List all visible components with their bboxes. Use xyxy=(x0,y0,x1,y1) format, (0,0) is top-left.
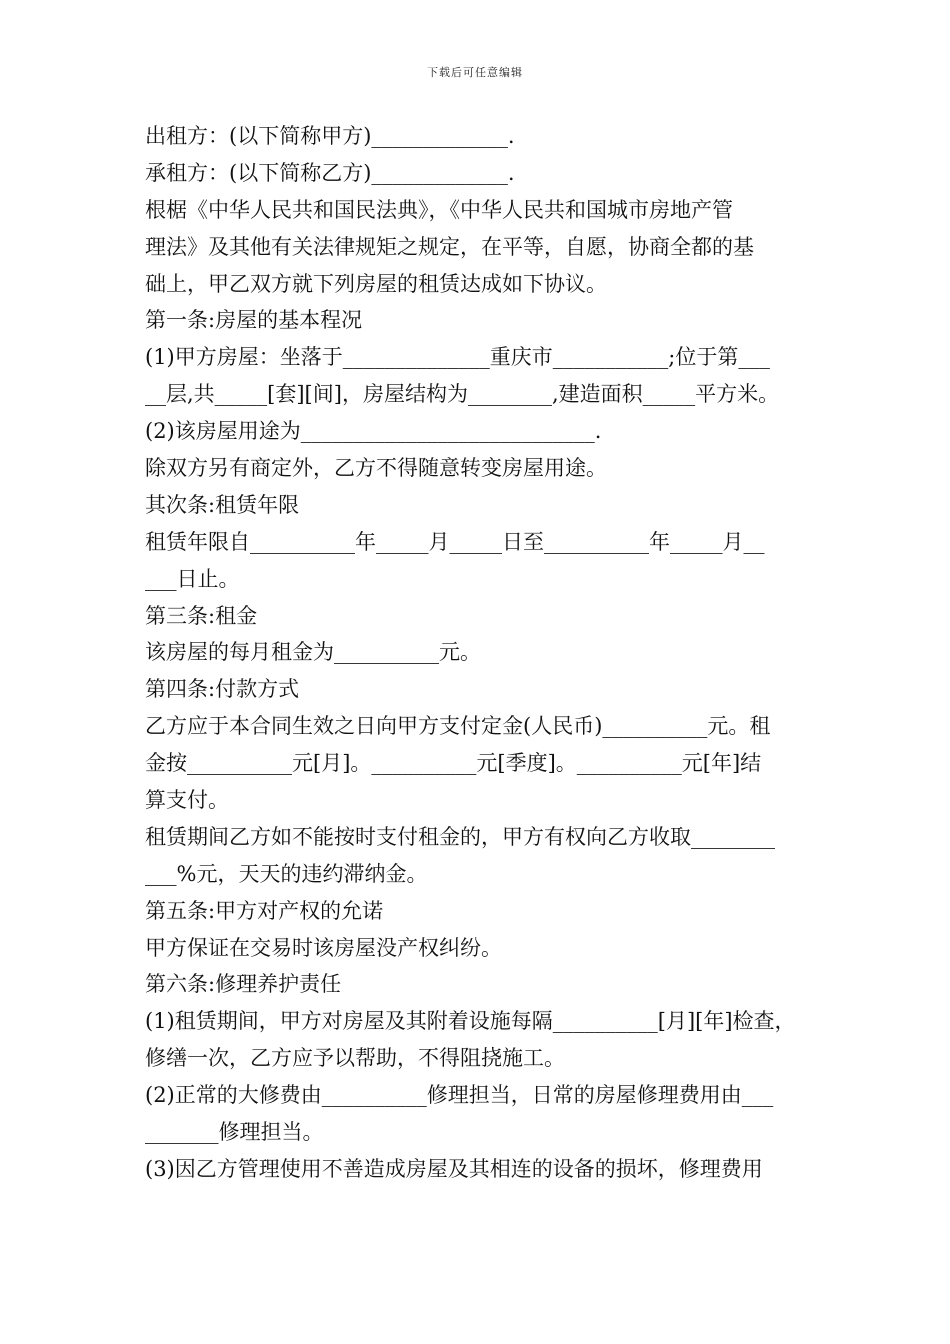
text-line: _______修理担当。 xyxy=(145,1120,324,1145)
text-line: 乙方应于本合同生效之日向甲方支付定金(人民币)__________元。租 xyxy=(145,714,771,739)
section-heading: 第六条:修理养护责任 xyxy=(145,972,342,997)
text-line: 金按__________元[月]。__________元[季度]。__________元[年]结 xyxy=(145,751,762,776)
text-line: 除双方另有商定外，乙方不得随意转变房屋用途。 xyxy=(145,456,607,481)
text-line: 算支付。 xyxy=(145,788,229,813)
text-line: 租赁期间乙方如不能按时支付租金的，甲方有权向乙方收取________ xyxy=(145,824,775,849)
text-line: 出租方：(以下简称甲方)_____________. xyxy=(145,124,515,148)
text-line: 理法》及其他有关法律规矩之规定，在平等，自愿，协商全都的基 xyxy=(145,234,754,259)
page-header: 下载后可任意编辑 xyxy=(427,66,523,79)
text-line: ___日止。 xyxy=(145,566,240,591)
text-line: 根椐《中华人民共和国民法典》，《中华人民共和国城市房地产管 xyxy=(145,197,733,222)
text-line: (2)该房屋用途为____________________________. xyxy=(145,419,602,444)
text-line: (1)甲方房屋：坐落于______________重庆市___________;位于第___ xyxy=(145,345,770,370)
text-line: (2)正常的大修费由__________修理担当，日常的房屋修理费用由___ xyxy=(145,1083,774,1108)
section-heading: 第一条:房屋的基本程况 xyxy=(145,308,363,333)
section-heading: 其次条:租赁年限 xyxy=(145,492,300,517)
text-line: 承租方：(以下简称乙方)_____________. xyxy=(145,160,515,185)
section-heading: 第五条:甲方对产权的允诺 xyxy=(145,898,384,923)
section-heading: 第三条:租金 xyxy=(145,603,258,628)
text-line: ___%元，天天的违约滞纳金。 xyxy=(145,861,428,886)
text-line: 该房屋的每月租金为__________元。 xyxy=(145,640,481,665)
text-line: 甲方保证在交易时该房屋没产权纠纷。 xyxy=(145,935,502,960)
text-line: 修缮一次，乙方应予以帮助，不得阻挠施工。 xyxy=(145,1046,565,1071)
text-line: __层,共_____[套][间]，房屋结构为________,建造面积_____平方米。 xyxy=(145,382,780,407)
text-line: 租赁年限自__________年_____月_____日至__________年_____月__ xyxy=(145,529,765,554)
section-heading: 第四条:付款方式 xyxy=(145,677,300,702)
text-line: (1)租赁期间，甲方对房屋及其附着设施每隔__________[月][年]检查， xyxy=(145,1009,796,1034)
text-line: 础上，甲乙双方就下列房屋的租赁达成如下协议。 xyxy=(145,271,607,296)
contract-body xyxy=(145,118,810,1188)
text-line: (3)因乙方管理使用不善造成房屋及其相连的设备的损坏，修理费用 xyxy=(145,1156,763,1181)
